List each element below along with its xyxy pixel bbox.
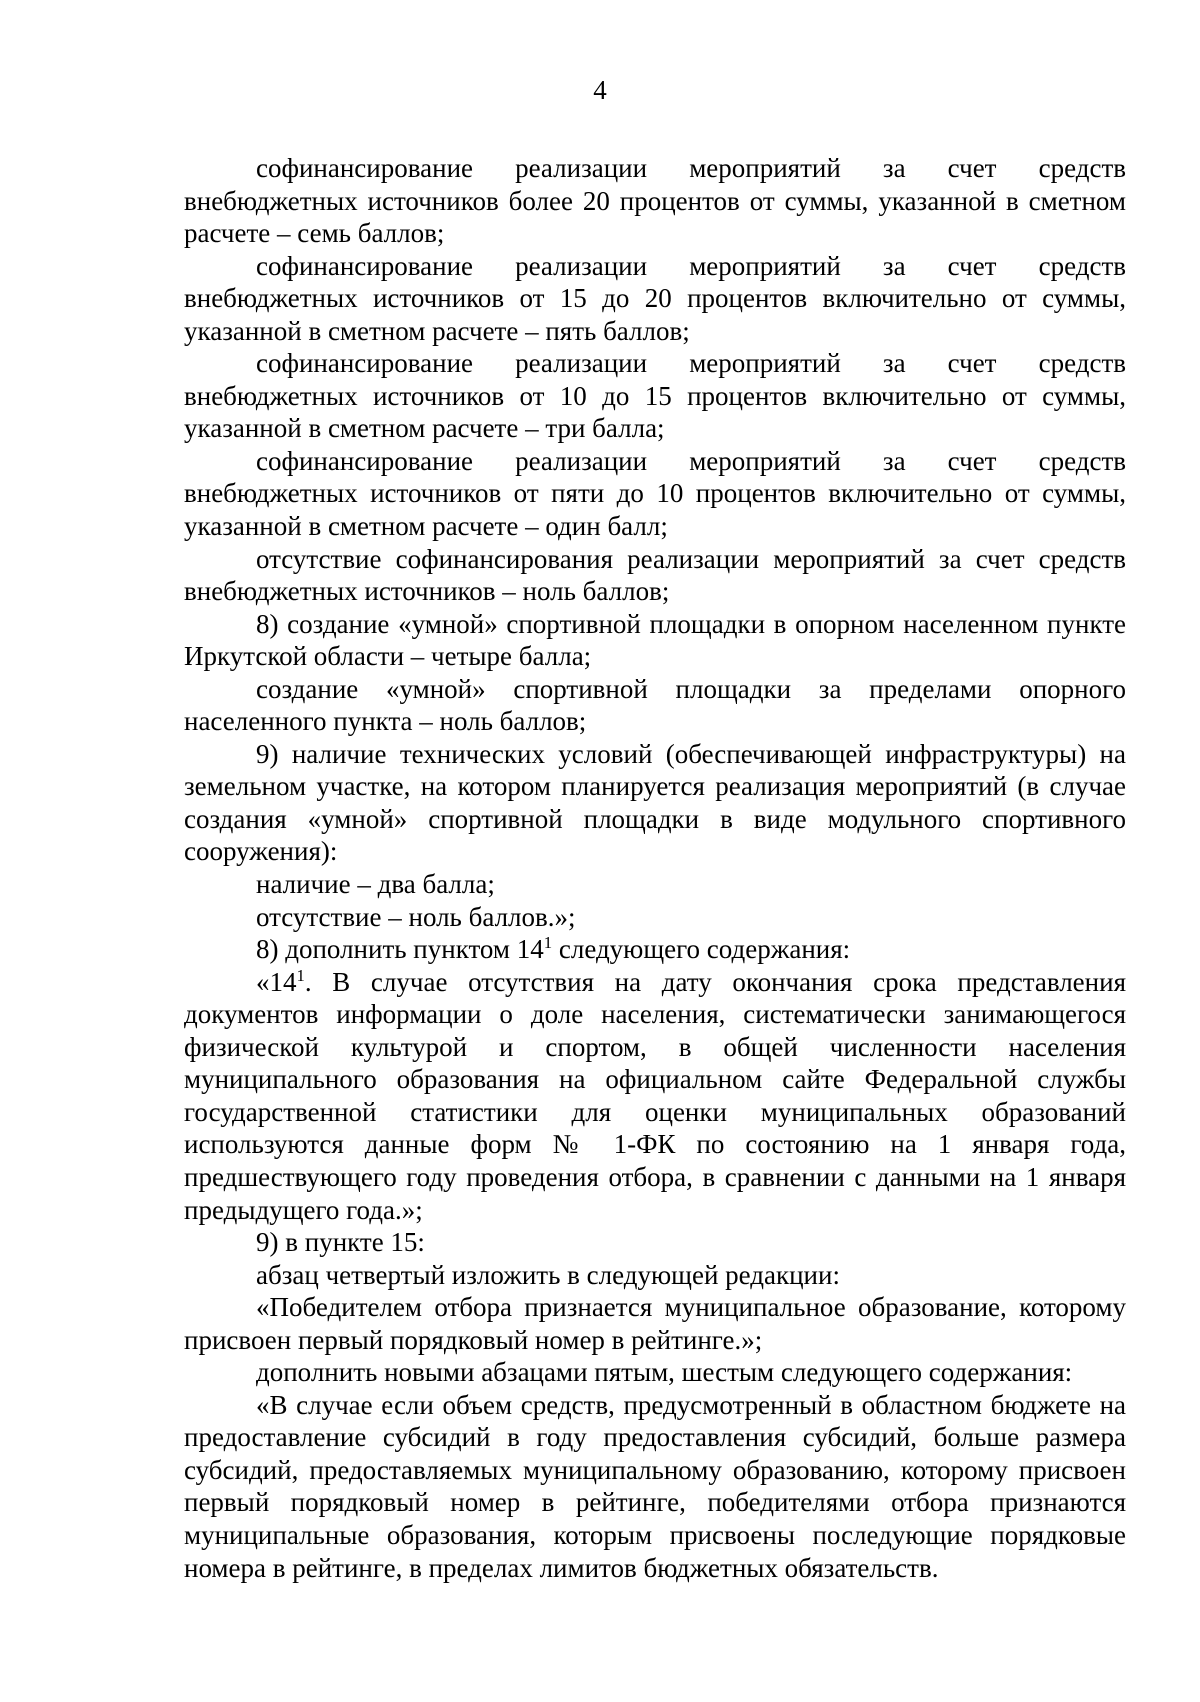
paragraph: 9) в пункте 15: (256, 1227, 425, 1258)
paragraph: «В случае если объем средств, предусмотренный в областном бюджете на предоставление субсидий в году предоставления субсидий, больше размера субсидий, предоставляемых муниципальному образованию, которому присвоен первый порядковый номер в рейтинге, победителями отбора признаются муниципальные образования, которым присвоены последующие порядковые номера в рейтинге, в пределах лимитов бюджетных обязательств. (184, 1389, 1126, 1583)
paragraph: софинансирование реализации мероприятий за счет средств внебюджетных источников более 20 процентов от суммы, указанной в сметном расчете – семь баллов; (184, 153, 1126, 249)
document-body (184, 152, 1126, 1584)
paragraph: отсутствие софинансирования реализации мероприятий за счет средств внебюджетных источников – ноль баллов; (184, 543, 1126, 607)
paragraph: создание «умной» спортивной площадки за пределами опорного населенного пункта – ноль баллов; (184, 673, 1126, 737)
paragraph: абзац четвертый изложить в следующей редакции: (256, 1259, 840, 1290)
paragraph: софинансирование реализации мероприятий за счет средств внебюджетных источников от 10 до 15 процентов включительно от суммы, указанной в сметном расчете – три балла; (184, 348, 1126, 444)
paragraph-text: «14 (256, 966, 297, 997)
paragraph-with-superscript (184, 933, 1126, 966)
paragraph: 9) наличие технических условий (обеспечивающей инфраструктуры) на земельном участке, на котором планируется реализация мероприятий (в случае создания «умной» спортивной площадки в виде модульного спортивного сооружения): (184, 738, 1126, 867)
superscript: 1 (296, 965, 305, 985)
paragraph-text: следующего содержания: (552, 934, 851, 965)
page-number: 4 (593, 75, 607, 105)
superscript: 1 (543, 933, 553, 953)
paragraph: дополнить новыми абзацами пятым, шестым следующего содержания: (256, 1357, 1073, 1388)
paragraph: 8) создание «умной» спортивной площадки в опорном населенном пункте Иркутской области – четыре балла; (184, 608, 1126, 672)
paragraph-with-superscript (184, 966, 1126, 1226)
paragraph: софинансирование реализации мероприятий за счет средств внебюджетных источников от пяти до 10 процентов включительно от суммы, указанной в сметном расчете – один балл; (184, 445, 1126, 542)
paragraph: отсутствие – ноль баллов.»; (256, 901, 576, 932)
paragraph-text: . В случае отсутствия на дату окончания срока представления документов информации о доле населения, систематически занимающегося физической культурой и спортом, в общей численности населения муниципального образования на официальном сайте Федеральной службы государственной статистики для оценки муниципальных образований используются данные форм № 1-ФК по состоянию на 1 января года, предшествующего году проведения отбора, в сравнении с данными на 1 января предыдущего года.»; (184, 966, 1126, 1225)
paragraph: «Победителем отбора признается муниципальное образование, которому присвоен первый порядковый номер в рейтинге.»; (184, 1292, 1126, 1355)
paragraph: софинансирование реализации мероприятий за счет средств внебюджетных источников от 15 до 20 процентов включительно от суммы, указанной в сметном расчете – пять баллов; (184, 250, 1126, 346)
paragraph: наличие – два балла; (256, 869, 495, 900)
paragraph-text: 8) дополнить пунктом 14 (256, 934, 544, 965)
